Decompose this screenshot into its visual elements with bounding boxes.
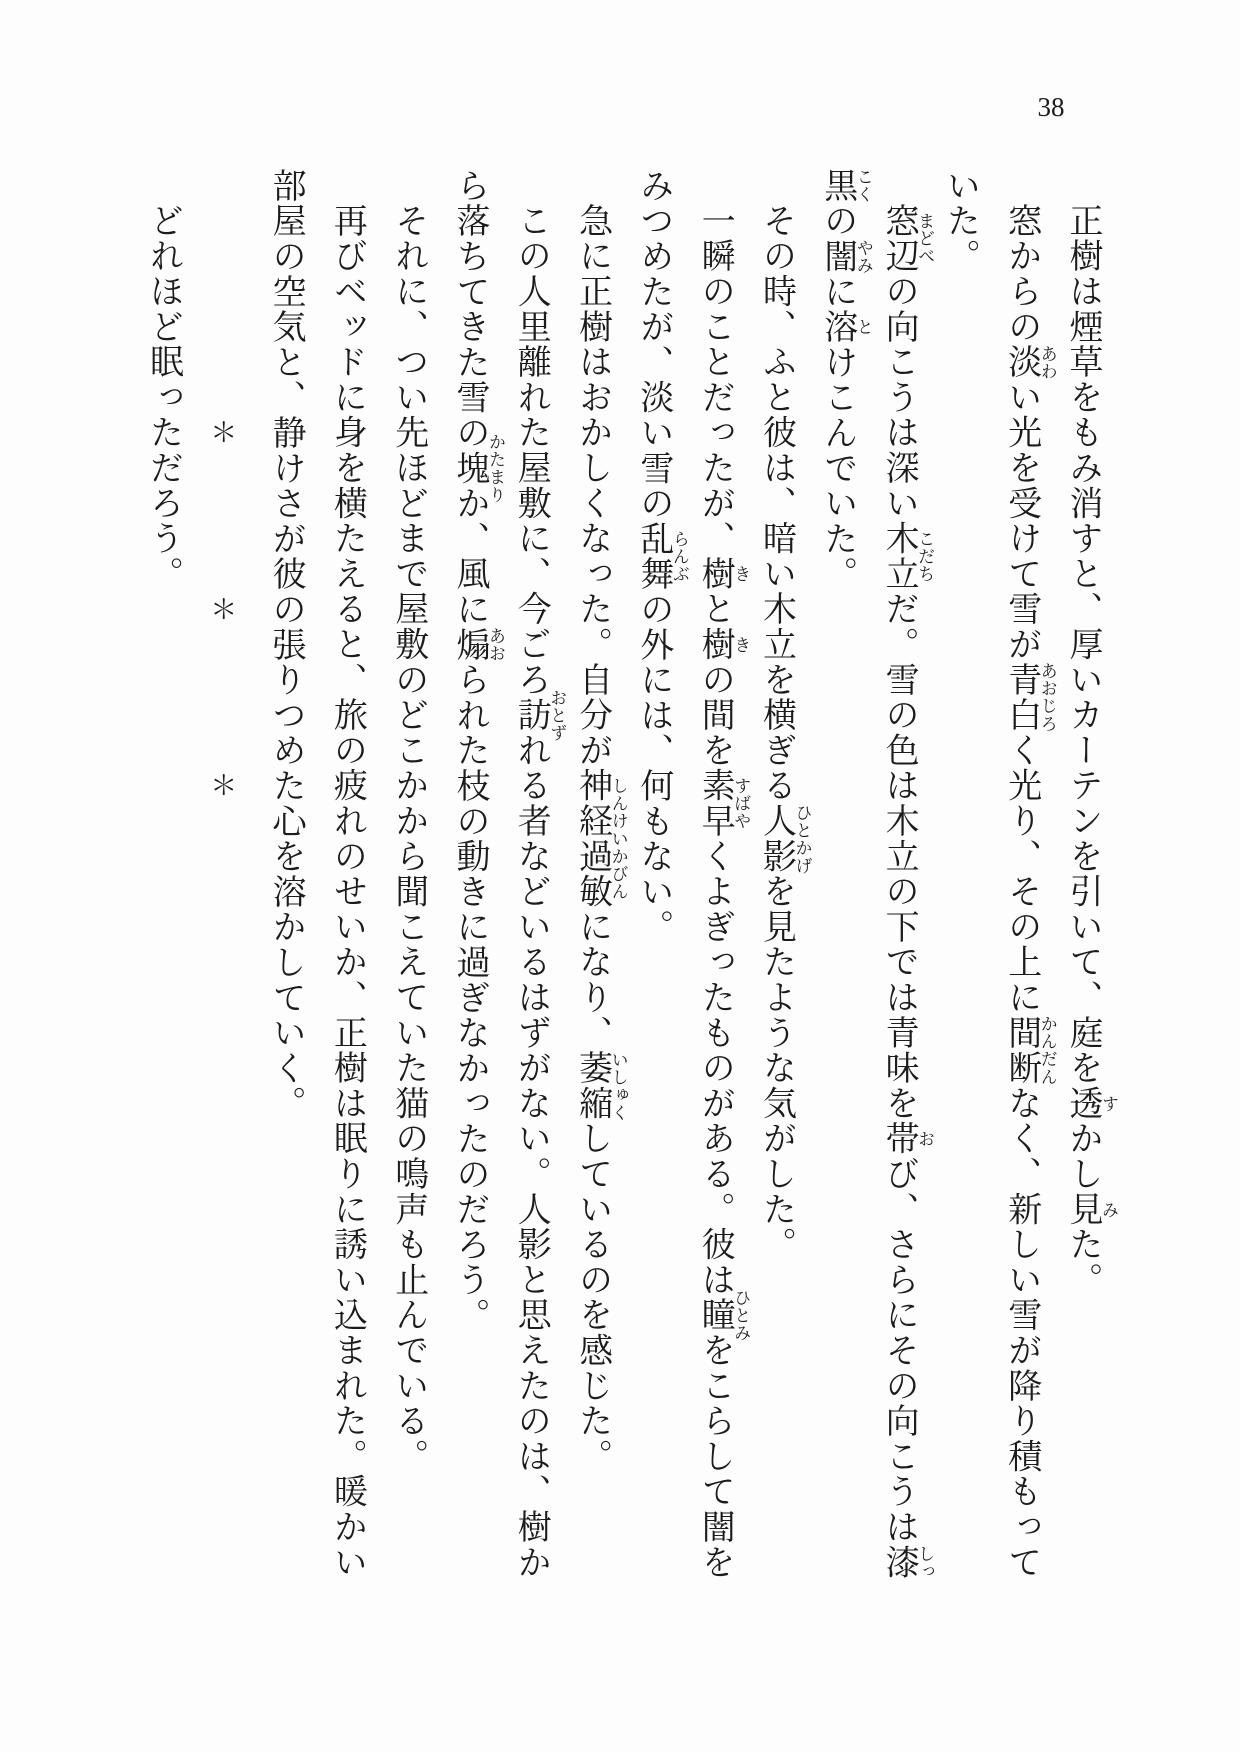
- text-column-14: 部屋の空気と、静けさが彼の張りつめた心を溶かしていく。: [267, 168, 305, 1122]
- furigana: らんぶ: [669, 529, 689, 583]
- text-column-8: みつめたが、淡い雪の乱舞の外には、何もない。: [634, 168, 672, 945]
- furigana: ひとみ: [731, 1288, 751, 1342]
- furigana: ひとかげ: [792, 803, 812, 874]
- section-separator-asterisk: ＊: [210, 418, 238, 449]
- section-separator-asterisk: ＊: [210, 594, 238, 625]
- text-column-7: 一瞬のことだったが、樹と樹の間を素早くよぎったものがある。彼は瞳をこらして闇を: [696, 203, 734, 1580]
- text-column-1: 正樹は煙草をもみ消すと、厚いカーテンを引いて、庭を透かし見た。: [1064, 203, 1101, 1298]
- furigana: まどべ: [915, 212, 935, 265]
- furigana: あおじろ: [1037, 662, 1057, 733]
- text-column-16: どれほど眠っただろう。: [144, 203, 182, 592]
- furigana: おとず: [547, 688, 567, 742]
- furigana: こく: [853, 168, 873, 204]
- furigana: あわ: [1037, 344, 1057, 380]
- furigana: き: [731, 635, 751, 654]
- text-column-11: ら落ちてきた雪の塊か、風に煽られた枝の動きに過ぎなかったのだろう。: [451, 168, 488, 1333]
- furigana: と: [853, 318, 873, 336]
- text-column-12: それに、つい先ほどまで屋敷のどこかから聞こえていた猫の鳴声も止んでいる。: [389, 203, 427, 1475]
- text-column-2: 窓からの淡い光を受けて雪が青白く光り、その上に間断なく、新しい雪が降り積もって: [1002, 203, 1040, 1580]
- page-number: 38: [1037, 92, 1065, 122]
- furigana: すばや: [731, 777, 751, 830]
- text-column-9: 急に正樹はおかしくなった。自分が神経過敏になり、萎縮しているのを感じた。: [573, 203, 611, 1475]
- furigana: あお: [486, 626, 505, 663]
- furigana: しんけいかびん: [608, 777, 628, 901]
- furigana: しっ: [915, 1544, 935, 1580]
- furigana: す: [1099, 1094, 1118, 1113]
- text-column-10: この人里離れた屋敷に、今ごろ訪れる者などいるはずがない。人影と思えたのは、樹か: [512, 203, 550, 1580]
- furigana: やみ: [853, 238, 873, 274]
- furigana: み: [1099, 1200, 1118, 1219]
- furigana: いしゅく: [608, 1050, 628, 1121]
- text-column-13: 再びベッドに身を横たえると、旅の疲れのせいか、正樹は眠りに誘い込まれた。暖かい: [328, 203, 366, 1580]
- furigana: お: [915, 1129, 935, 1148]
- furigana: こだち: [915, 529, 935, 583]
- text-column-5: 黒の闇に溶けこんでいた。: [818, 168, 856, 592]
- text-column-3: いた。: [941, 168, 979, 274]
- furigana: かたまり: [486, 432, 505, 504]
- text-column-6: その時、ふと彼は、暗い木立を横ぎる人影を見たような気がした。: [757, 203, 795, 1263]
- furigana: き: [731, 565, 751, 583]
- furigana: かんだん: [1037, 1015, 1057, 1086]
- text-column-4: 窓辺の向こうは深い木立だ。雪の色は木立の下では青味を帯び、さらにその向こうは漆: [880, 203, 918, 1580]
- section-separator-asterisk: ＊: [210, 771, 238, 802]
